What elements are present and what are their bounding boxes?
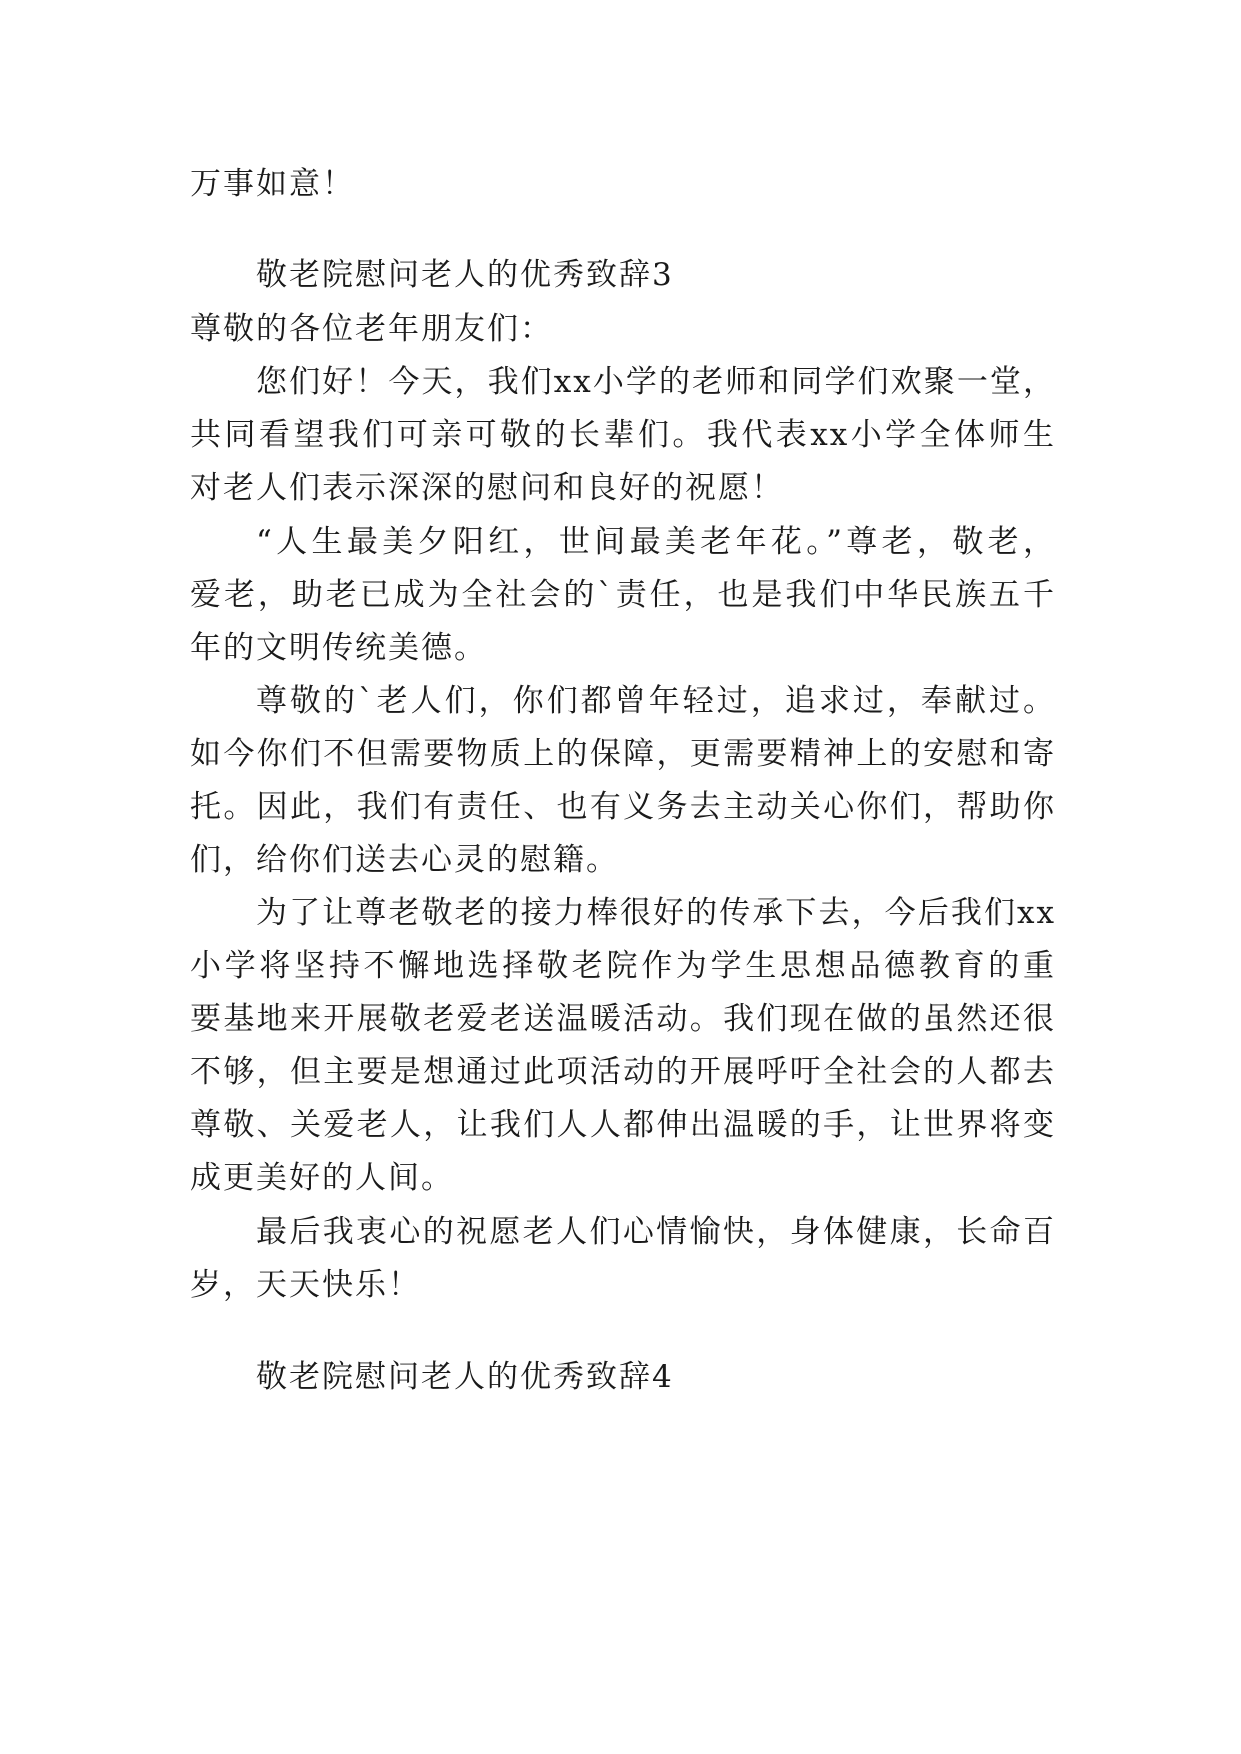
paragraph-line: 如今你们不但需要物质上的保障，更需要精神上的安慰和寄 bbox=[190, 736, 1056, 772]
paragraph-line: 为了让尊老敬老的接力棒很好的传承下去，今后我们xx bbox=[256, 895, 1056, 931]
paragraph-line: 您们好！今天，我们xx小学的老师和同学们欢聚一堂， bbox=[256, 364, 1056, 400]
salutation: 尊敬的各位老年朋友们： bbox=[190, 311, 553, 347]
paragraph-line: 成更美好的人间。 bbox=[190, 1160, 454, 1196]
paragraph-line: 最后我衷心的祝愿老人们心情愉快，身体健康，长命百 bbox=[256, 1214, 1056, 1250]
paragraph-line: 对老人们表示深深的慰问和良好的祝愿！ bbox=[190, 470, 784, 506]
section-heading-4: 敬老院慰问老人的优秀致辞4 bbox=[256, 1359, 674, 1395]
paragraph-line: 共同看望我们可亲可敬的长辈们。我代表xx小学全体师生 bbox=[190, 417, 1056, 453]
paragraph-line: “人生最美夕阳红，世间最美老年花。”尊老，敬老， bbox=[256, 524, 1056, 560]
paragraph-line: 不够，但主要是想通过此项活动的开展呼吁全社会的人都去 bbox=[190, 1054, 1056, 1090]
paragraph-line: 要基地来开展敬老爱老送温暖活动。我们现在做的虽然还很 bbox=[190, 1001, 1056, 1037]
paragraph-line: 尊敬、关爱老人，让我们人人都伸出温暖的手，让世界将变 bbox=[190, 1107, 1056, 1143]
paragraph-line: 年的文明传统美德。 bbox=[190, 630, 487, 666]
document-page bbox=[190, 0, 1060, 1754]
paragraph-line: 托。因此，我们有责任、也有义务去主动关心你们，帮助你 bbox=[190, 789, 1056, 825]
closing-line: 万事如意！ bbox=[190, 166, 355, 202]
section-heading-3: 敬老院慰问老人的优秀致辞3 bbox=[256, 257, 674, 293]
paragraph-line: 爱老，助老已成为全社会的`责任，也是我们中华民族五千 bbox=[190, 577, 1056, 613]
paragraph-line: 尊敬的`老人们，你们都曾年轻过，追求过，奉献过。 bbox=[256, 683, 1056, 719]
paragraph-line: 们，给你们送去心灵的慰籍。 bbox=[190, 842, 619, 878]
paragraph-line: 小学将坚持不懈地选择敬老院作为学生思想品德教育的重 bbox=[190, 948, 1056, 984]
paragraph-line: 岁，天天快乐！ bbox=[190, 1267, 421, 1303]
